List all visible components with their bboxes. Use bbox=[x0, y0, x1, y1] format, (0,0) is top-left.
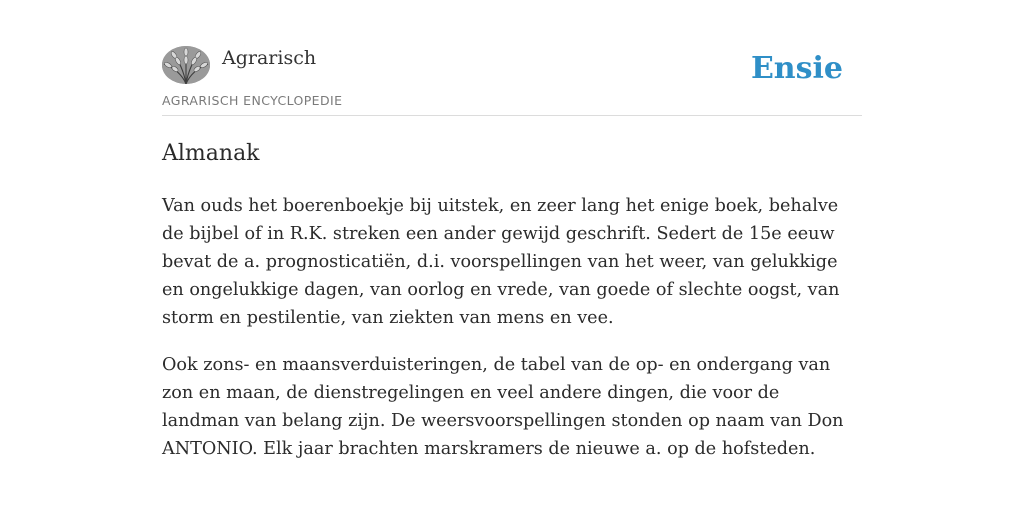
source-subtitle: AGRARISCH ENCYCLOPEDIE bbox=[162, 93, 343, 108]
source-name[interactable]: Agrarisch bbox=[222, 47, 317, 69]
page bbox=[162, 0, 862, 459]
wheat-icon bbox=[162, 46, 210, 84]
article-title: Almanak bbox=[162, 141, 260, 166]
ensie-logo[interactable]: Ensie bbox=[750, 51, 843, 86]
article-body bbox=[162, 192, 862, 482]
source-avatar[interactable] bbox=[162, 46, 210, 84]
source-header bbox=[162, 0, 862, 116]
article-paragraph: Ook zons- en maansverduisteringen, de tabel van de op- en ondergang van zon en maan, de dienstregelingen en veel andere dingen, die voor de landman van belang zijn. De weersvoorspellingen stonden op naam van Don ANTONIO. Elk jaar brachten marskramers de nieuwe a. op de hofsteden. bbox=[162, 355, 844, 459]
article-paragraph: Van ouds het boerenboekje bij uitstek, en zeer lang het enige boek, behalve de bijbel of in R.K. streken een ander gewijd geschrift. Sedert de 15e eeuw bevat de a. prognosticatiën, d.i. voorspellingen van het weer, van gelukkige en ongelukkige dagen, van oorlog en vrede, van goede of slechte oogst, van storm en pestilentie, van ziekten van mens en vee. bbox=[162, 196, 840, 328]
